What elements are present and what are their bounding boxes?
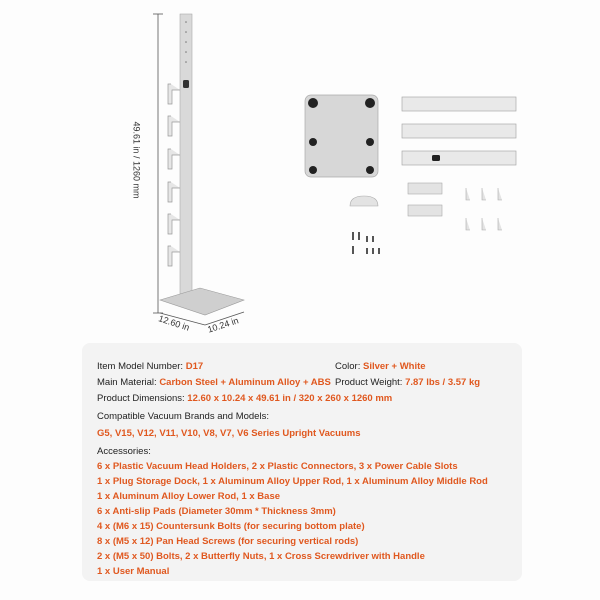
material-value: Carbon Steel + Aluminum Alloy + ABS (159, 377, 331, 388)
accessory-item: 1 x User Manual (97, 566, 170, 577)
rods (402, 97, 516, 165)
accessory-item: 2 x (M5 x 50) Bolts, 2 x Butterfly Nuts, 1 x Cross Screwdriver with Handle (97, 551, 425, 562)
accessory-item: 4 x (M6 x 15) Countersunk Bolts (for securing bottom plate) (97, 521, 365, 532)
dimensions-label: Product Dimensions: (97, 393, 185, 404)
model-label: Item Model Number: (97, 361, 184, 372)
compat-label: Compatible Vacuum Brands and Models: (97, 411, 269, 422)
depth-dimension-label: 12.60 in (157, 313, 191, 333)
stand-base (160, 288, 244, 315)
vacuum-head-holders (168, 84, 180, 266)
accessory-item: 1 x Aluminum Alloy Lower Rod, 1 x Base (97, 491, 281, 502)
weight-value: 7.87 lbs / 3.57 kg (405, 377, 481, 388)
model-value: D17 (185, 361, 204, 372)
plug-dock (183, 80, 189, 88)
model-row (97, 361, 203, 372)
screws (352, 232, 380, 254)
weight-label: Product Weight: (335, 377, 403, 388)
stand-pole (180, 14, 192, 296)
color-label: Color: (335, 361, 361, 372)
small-parts (350, 183, 502, 230)
color-value: Silver + White (362, 361, 426, 372)
width-dimension-label: 10.24 in (206, 315, 240, 335)
weight-row (335, 377, 480, 388)
accessory-item: 6 x Anti-slip Pads (Diameter 30mm * Thickness 3mm) (97, 506, 336, 517)
material-label: Main Material: (97, 377, 157, 388)
base-plate (305, 95, 378, 177)
color-row (335, 361, 426, 372)
accessories-label: Accessories: (97, 446, 151, 457)
accessory-item: 1 x Plug Storage Dock, 1 x Aluminum Alloy Upper Rod, 1 x Aluminum Alloy Middle Rod (97, 476, 488, 487)
accessory-item: 6 x Plastic Vacuum Head Holders, 2 x Plastic Connectors, 3 x Power Cable Slots (97, 461, 458, 472)
height-dimension-label: 49.61 in / 1260 mm (131, 121, 142, 199)
accessory-item: 8 x (M5 x 12) Pan Head Screws (for securing vertical rods) (97, 536, 359, 547)
compat-value: G5, V15, V12, V11, V10, V8, V7, V6 Series Upright Vacuums (97, 428, 361, 439)
height-dimension-line (153, 14, 163, 313)
dimensions-row (97, 393, 392, 404)
material-row (97, 377, 331, 388)
dimensions-value: 12.60 x 10.24 x 49.61 in / 320 x 260 x 1260 mm (187, 393, 393, 404)
